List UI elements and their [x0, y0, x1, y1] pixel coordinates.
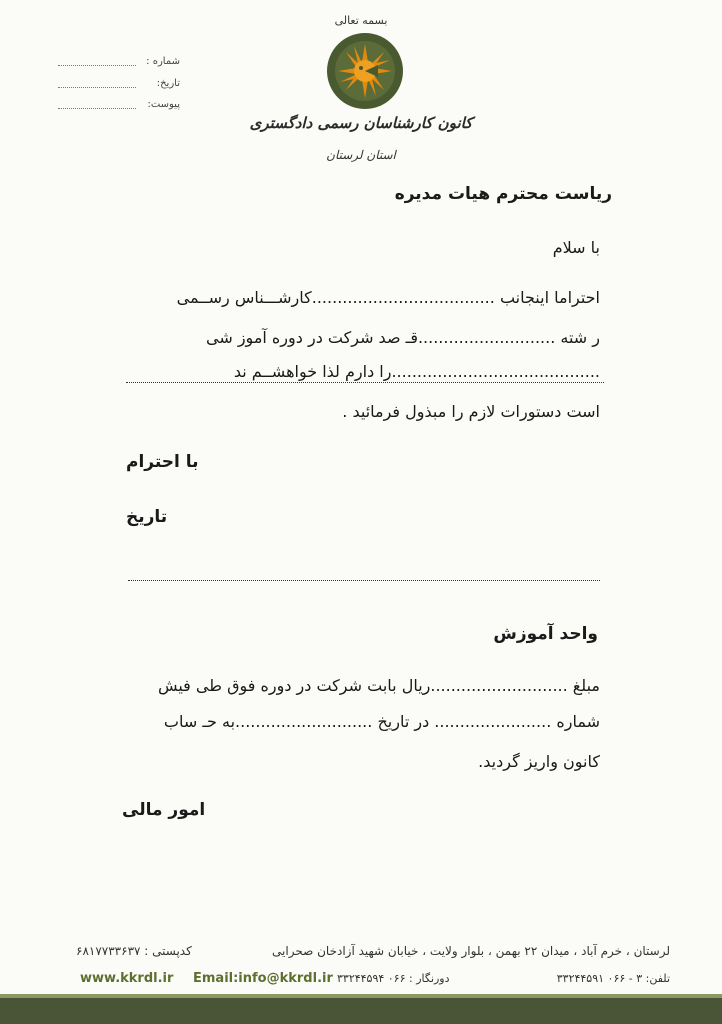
footer-postal-code: کدپستی : ۶۸۱۷۷۳۳۶۳۷ [76, 944, 192, 958]
footer-email-link[interactable]: Email:info@kkrdl.ir [193, 971, 333, 986]
training-line-1: مبلغ ...........................ریال بابت شرکت در دوره فوق طی فیش [157, 676, 600, 695]
attachment-dotline [58, 108, 136, 109]
number-label: شماره : [146, 56, 180, 67]
number-dotline [58, 65, 136, 66]
letter-blank-line [126, 382, 604, 383]
attachment-label: پیوست: [147, 99, 180, 110]
training-line-2: شماره ....................... در تاریخ ...........................به حـ ساب [163, 712, 600, 731]
footer-address: لرستان ، خرم آباد ، میدان ۲۲ بهمن ، بلوار ولایت ، خیابان شهید آزادخان صحرایی [272, 944, 670, 958]
letter-line-2: ر شته ...........................قـ صد شرکت در دوره آموز شی [206, 328, 600, 347]
date-label-bottom: تاریخ [126, 507, 168, 527]
organization-name: کانون کارشناسان رسمی دادگستری [249, 114, 473, 132]
attachment-field [58, 99, 180, 113]
letter-line-4: است دستورات لازم را مبذول فرمائید . [342, 402, 600, 421]
date-dotline [58, 87, 136, 88]
letter-line-3: .........................................را دارم لذا خواهشــم ند [233, 362, 600, 381]
bismillah: بسمه تعالی [334, 14, 388, 27]
footer-stripe [0, 994, 722, 998]
greeting: با سلام [552, 238, 600, 257]
footer-phone: تلفن: ۳ - ۰۶۶ ۳۳۲۴۴۵۹۱ [556, 972, 670, 985]
footer-band [0, 994, 722, 1024]
number-field [58, 56, 180, 70]
organization-logo-icon [326, 32, 404, 110]
organization-province: استان لرستان [326, 148, 396, 162]
training-line-3: کانون واریز گردید. [478, 752, 600, 771]
footer-fax: دورنگار : ۰۶۶ ۳۳۲۴۴۵۹۴ [337, 972, 450, 985]
date-label: تاریخ: [156, 78, 180, 89]
closing: با احترام [126, 452, 199, 472]
signature-dotline [128, 580, 600, 581]
training-unit-heading: واحد آموزش [493, 624, 598, 644]
letter-heading: ریاست محترم هیات مدیره [394, 184, 612, 204]
date-field [58, 78, 180, 92]
footer-website-link[interactable]: www.kkrdl.ir [80, 971, 174, 986]
letter-line-1: احتراما اینجانب ....................................کارشـــناس رســمی [176, 288, 600, 307]
finance-heading: امور مالی [122, 800, 206, 820]
